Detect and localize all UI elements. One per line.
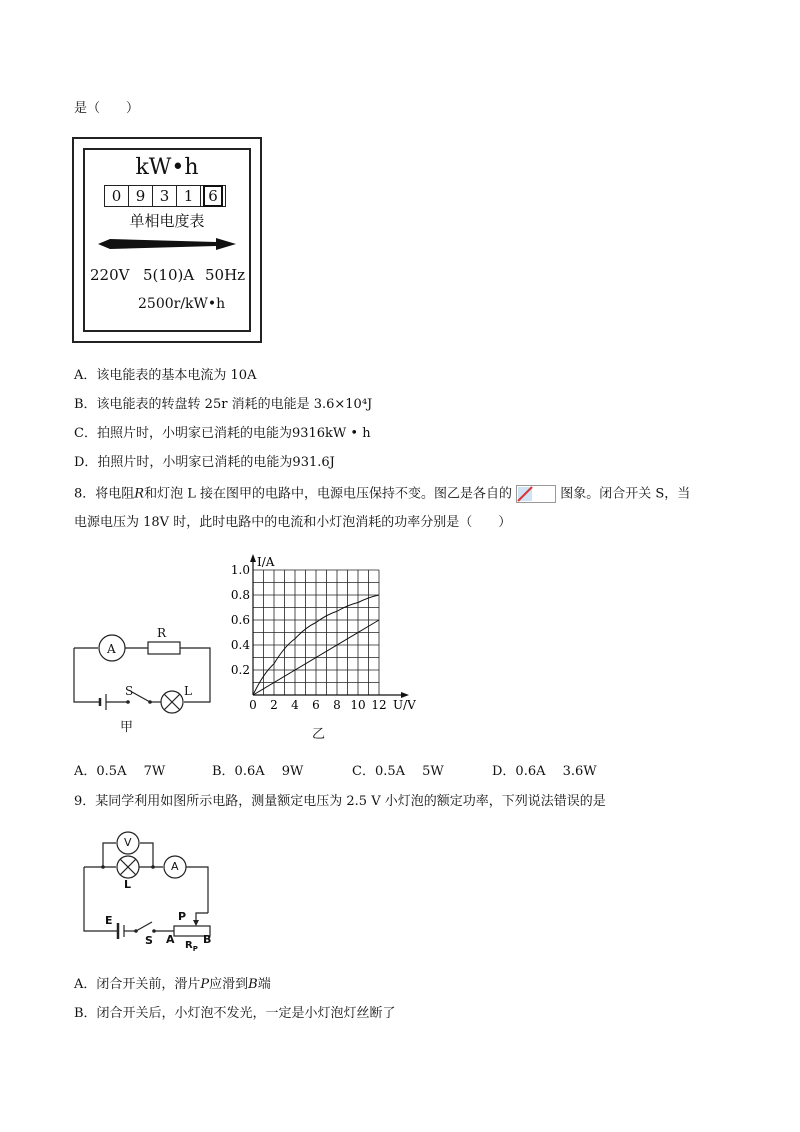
y-tick-label: 0.2 — [230, 663, 250, 677]
graph-thumbnail-icon — [516, 485, 556, 503]
lamp-label-q9: L — [124, 878, 132, 891]
q8-option-b: B．0.6A 9W — [212, 764, 304, 779]
switch-label-q9: S — [145, 934, 153, 947]
q7-option-d: D．拍照片时，小明家已消耗的电能为931.6J — [74, 455, 335, 470]
rheostat-end-a-label: A — [166, 933, 175, 946]
circuit-caption-jia: 甲 — [120, 720, 134, 735]
arrow-icon — [98, 236, 238, 252]
ammeter-label-q9: A — [171, 860, 179, 873]
x-axis-label: U/V — [393, 698, 416, 712]
x-tick-label: 0 — [249, 698, 257, 712]
x-tick-label: 12 — [371, 698, 387, 712]
rheostat-end-b-label: B — [203, 933, 212, 946]
meter-unit: kW•h — [135, 155, 199, 180]
q8-option-c: C．0.5A 5W — [352, 764, 444, 779]
q7-option-c: C．拍照片时，小明家已消耗的电能为9316kW • h — [74, 426, 371, 441]
meter-digits — [104, 185, 226, 207]
y-tick-label: 0.4 — [230, 638, 250, 652]
y-tick-label: 0.6 — [230, 613, 250, 627]
y-tick-label: 0.8 — [230, 588, 250, 602]
q8-option-a: A．0.5A 7W — [74, 764, 166, 779]
battery-label: E — [105, 914, 113, 927]
meter-digit: 1 — [177, 186, 201, 206]
q7-option-a: A．该电能表的基本电流为 10A — [74, 368, 257, 383]
q8-option-d: D．0.6A 3.6W — [492, 764, 597, 779]
x-tick-label: 10 — [350, 698, 366, 712]
meter-spec-revolutions: 2500r/kW•h — [138, 296, 226, 312]
meter-digit: 0 — [105, 186, 129, 206]
x-tick-label: 4 — [291, 698, 299, 712]
q9-stem: 9．某同学利用如图所示电路，测量额定电压为 2.5 V 小灯泡的额定功率，下列说法错误的是 — [74, 794, 606, 809]
meter-spec-frequency: 50Hz — [205, 266, 246, 284]
meter-spec-current: 5(10)A — [143, 266, 195, 284]
x-tick-label: 6 — [312, 698, 320, 712]
ammeter-label: A — [107, 642, 116, 656]
q8-stem-line2: 电源电压为 18V 时，此时电路中的电流和小灯泡消耗的功率分别是（ ） — [74, 515, 512, 530]
y-axis-arrow — [250, 554, 256, 562]
q9-option-b: B．闭合开关后，小灯泡不发光，一定是小灯泡灯丝断了 — [74, 1006, 396, 1021]
voltmeter-label: V — [124, 836, 132, 849]
y-axis-label: I/A — [257, 555, 275, 569]
meter-spec-voltage: 220V — [90, 266, 130, 284]
question-tail: 是（ ） — [74, 101, 140, 116]
q7-option-b: B．该电能表的转盘转 25r 消耗的电能是 3.6×10⁴J — [74, 397, 373, 412]
resistor-label: R — [157, 626, 167, 640]
meter-digit: 9 — [129, 186, 153, 206]
meter-digit: 3 — [153, 186, 177, 206]
x-tick-label: 8 — [333, 698, 341, 712]
slider-label: P — [178, 910, 187, 923]
iu-chart — [225, 550, 425, 750]
meter-digit-decimal: 6 — [201, 186, 225, 206]
lamp-label: L — [184, 684, 192, 698]
chart-caption-yi: 乙 — [312, 727, 326, 742]
x-tick-label: 2 — [270, 698, 278, 712]
rheostat-label: $R_P$ — [185, 940, 198, 953]
y-tick-label: 1.0 — [230, 563, 250, 577]
circuit-diagram-jia — [66, 620, 216, 735]
switch-label: S — [125, 684, 134, 698]
meter-name: 单相电度表 — [129, 212, 205, 230]
q8-stem-line1: 8．将电阻R和灯泡 L 接在图甲的电路中，电源电压保持不变。图乙是各自的 图象。闭合开关 S，当 — [74, 486, 691, 502]
q9-option-a: A．闭合开关前，滑片P应滑到B端 — [74, 977, 271, 992]
